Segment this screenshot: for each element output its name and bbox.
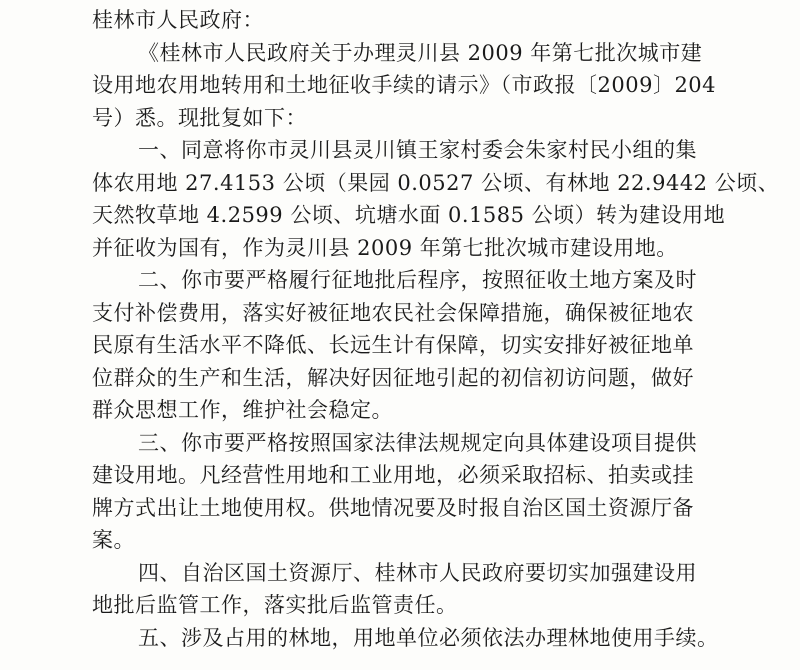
paragraph-line: 牌方式出让土地使用权。供地情况要及时报自治区国土资源厅备 <box>92 495 694 520</box>
paragraph-item-2 <box>92 264 708 427</box>
paragraph-line: 地批后监管工作，落实批后监管责任。 <box>92 593 458 617</box>
paragraph-line: 并征收为国有，作为灵川县 2009 年第七批次城市建设用地。 <box>92 235 678 260</box>
paragraph-intro <box>92 37 717 135</box>
paragraph-line: 群众思想工作，维护社会稳定。 <box>92 398 393 422</box>
paragraph-line: 位群众的生产和生活，解决好因征地引起的初信初访问题，做好 <box>92 365 694 390</box>
paragraph-line: 四、自治区国土资源厅、桂林市人民政府要切实加强建设用 <box>138 560 697 585</box>
paragraph-line: 三、你市要严格按照国家法律法规规定向具体建设项目提供 <box>138 430 697 455</box>
paragraph-line: 建设用地。凡经营性用地和工业用地，必须采取招标、拍卖或挂 <box>92 463 694 487</box>
paragraph-line: 体农用地 27.4153 公顷（果园 0.0527 公顷、有林地 22.9442 公顷、 <box>92 170 780 195</box>
paragraph-line: 二、你市要严格履行征地批后程序，按照征收土地方案及时 <box>138 268 697 292</box>
paragraph-item-4 <box>92 557 708 622</box>
paragraph-line: 《桂林市人民政府关于办理灵川县 2009 年第七批次城市建 <box>138 40 703 65</box>
paragraph-line: 民原有生活水平不降低、长远生计有保障，切实安排好被征地单 <box>92 333 694 357</box>
paragraph-item-1 <box>92 134 780 264</box>
paragraph-line: 天然牧草地 4.2599 公顷、坑塘水面 0.1585 公顷）转为建设用地 <box>92 203 726 227</box>
paragraph-line: 号）悉。现批复如下： <box>92 105 307 130</box>
paragraph-item-5 <box>92 622 719 655</box>
paragraph-item-3 <box>92 427 708 557</box>
document-body <box>92 4 780 654</box>
paragraph-line: 设用地农用地转用和土地征收手续的请示》（市政报〔2009〕204 <box>92 73 717 97</box>
paragraph-line: 一、同意将你市灵川县灵川镇王家村委会朱家村民小组的集 <box>138 138 697 162</box>
paragraph-line: 五、涉及占用的林地，用地单位必须依法办理林地使用手续。 <box>138 625 719 650</box>
paragraph-line: 支付补偿费用，落实好被征地农民社会保障措施，确保被征地农 <box>92 300 694 325</box>
addressee: 桂林市人民政府： <box>92 8 264 32</box>
paragraph-line: 案。 <box>92 528 135 552</box>
